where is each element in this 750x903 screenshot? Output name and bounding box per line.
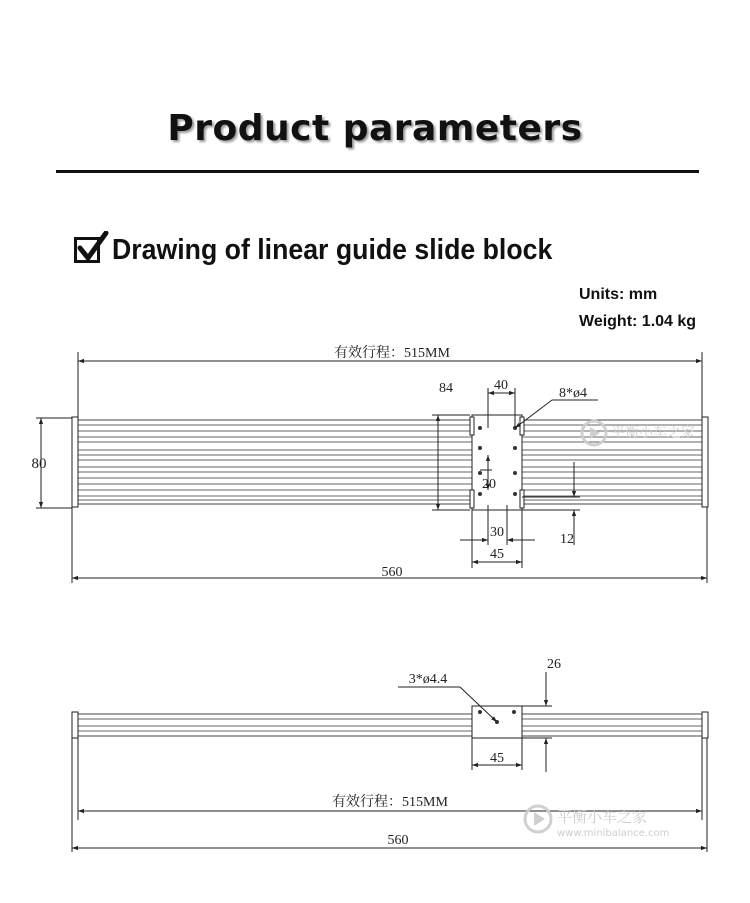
watermark-brand-top: 平衡小车之家 bbox=[611, 425, 695, 441]
hole-spacing-h-label: 30 bbox=[490, 525, 504, 540]
hole-spacing-v-label: 20 bbox=[482, 477, 496, 492]
top-view bbox=[36, 352, 708, 583]
stroke-label-side: 有效行程：515MM bbox=[332, 795, 448, 810]
holes-label-top: 8*ø4 bbox=[559, 386, 587, 401]
carriage-width-label: 40 bbox=[494, 378, 508, 393]
units-label: Units: mm bbox=[579, 286, 658, 303]
offset-label: 12 bbox=[560, 532, 574, 547]
side-end-cap-left bbox=[72, 712, 78, 738]
height-label: 80 bbox=[31, 456, 47, 472]
carriage-total-label-top: 45 bbox=[490, 547, 504, 562]
watermark-brand-bottom: 平衡小车之家 bbox=[557, 808, 648, 826]
end-cap-left bbox=[72, 417, 78, 507]
weight-label: Weight: 1.04 kg bbox=[579, 313, 697, 330]
side-height-label: 26 bbox=[547, 657, 561, 672]
watermark-url: www.minibalance.com bbox=[557, 828, 670, 839]
carriage-length-label: 84 bbox=[439, 381, 453, 396]
side-end-cap-right bbox=[702, 712, 708, 738]
holes-leader bbox=[515, 400, 552, 428]
carriage-total-label-side: 45 bbox=[490, 751, 504, 766]
rail-body bbox=[78, 420, 702, 504]
holes-label-side: 3*ø4.4 bbox=[408, 672, 448, 687]
length-label-side: 560 bbox=[387, 833, 409, 848]
page-title: Product parameters bbox=[167, 108, 583, 149]
length-label-top: 560 bbox=[381, 565, 403, 580]
end-cap-right bbox=[702, 417, 708, 507]
stroke-label-top: 有效行程：515MM bbox=[334, 346, 450, 361]
section-title: Drawing of linear guide slide block bbox=[112, 233, 553, 266]
side-rail-body bbox=[78, 714, 702, 736]
